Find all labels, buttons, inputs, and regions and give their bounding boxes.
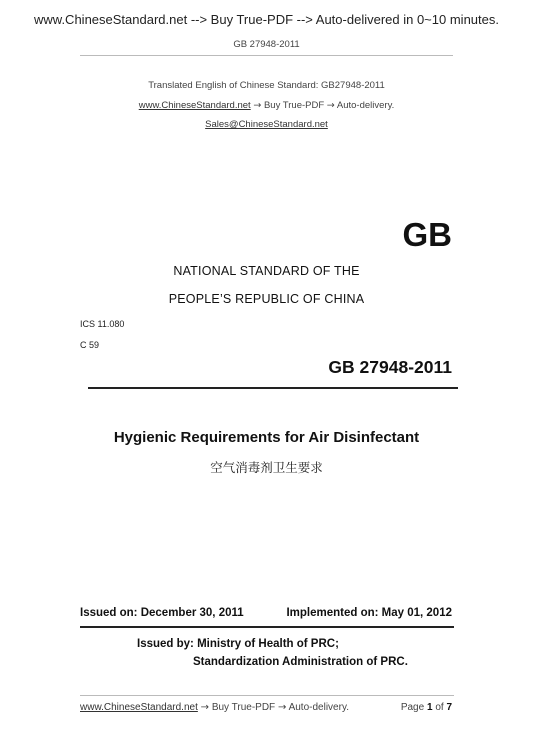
page-label: Page (400, 702, 425, 713)
intro-delivery-line (0, 100, 533, 111)
buy-true-pdf-text: Buy True-PDF (263, 100, 325, 111)
issued-on-date: Issued on: December 30, 2011 (80, 607, 244, 619)
gb-mark: GB (402, 216, 452, 253)
national-standard-line2: PEOPLE’S REPUBLIC OF CHINA (168, 292, 365, 306)
title-english: Hygienic Requirements for Air Disinfectant (113, 429, 420, 446)
header-divider (80, 55, 453, 56)
page-of-label: of (435, 702, 444, 713)
footer-site-link[interactable]: www.ChineseStandard.net (80, 702, 198, 713)
footer-delivery-line (80, 702, 349, 713)
implemented-on-date: Implemented on: May 01, 2012 (286, 607, 452, 619)
page-total: 7 (446, 702, 452, 713)
title-divider (88, 387, 458, 389)
footer-delivery-text: Auto-delivery. (288, 702, 349, 713)
arrow-right-icon: → (326, 100, 335, 111)
site-link[interactable]: www.ChineseStandard.net (138, 100, 251, 111)
page-indicator (401, 702, 452, 713)
email-line (0, 119, 533, 130)
ics-code: ICS 11.080 (80, 319, 125, 329)
auto-delivery-text: Auto-delivery. (336, 100, 395, 111)
top-banner[interactable]: www.ChineseStandard.net --> Buy True-PDF --> Auto-delivered in 0~10 minutes. (34, 12, 499, 27)
dates-divider (80, 626, 454, 628)
translated-line: Translated English of Chinese Standard: GB27948-2011 (148, 80, 385, 91)
title-chinese: 空气消毒剂卫生要求 (210, 460, 323, 475)
email-link[interactable]: Sales@ChineseStandard.net (205, 119, 328, 130)
arrow-right-icon: → (277, 702, 287, 713)
page-current: 1 (426, 702, 433, 713)
ccs-code: C 59 (80, 340, 100, 350)
issued-by-line2: Standardization Administration of PRC. (193, 656, 408, 668)
arrow-right-icon: → (253, 100, 262, 111)
footer-buy-text: Buy True-PDF (211, 702, 276, 713)
arrow-right-icon: → (200, 702, 210, 713)
national-standard-line1: NATIONAL STANDARD OF THE (173, 264, 360, 278)
issued-by-line1: Issued by: Ministry of Health of PRC; (137, 638, 339, 650)
header-doc-number: GB 27948-2011 (233, 39, 300, 50)
standard-number: GB 27948-2011 (328, 357, 452, 377)
footer-divider (80, 695, 454, 696)
